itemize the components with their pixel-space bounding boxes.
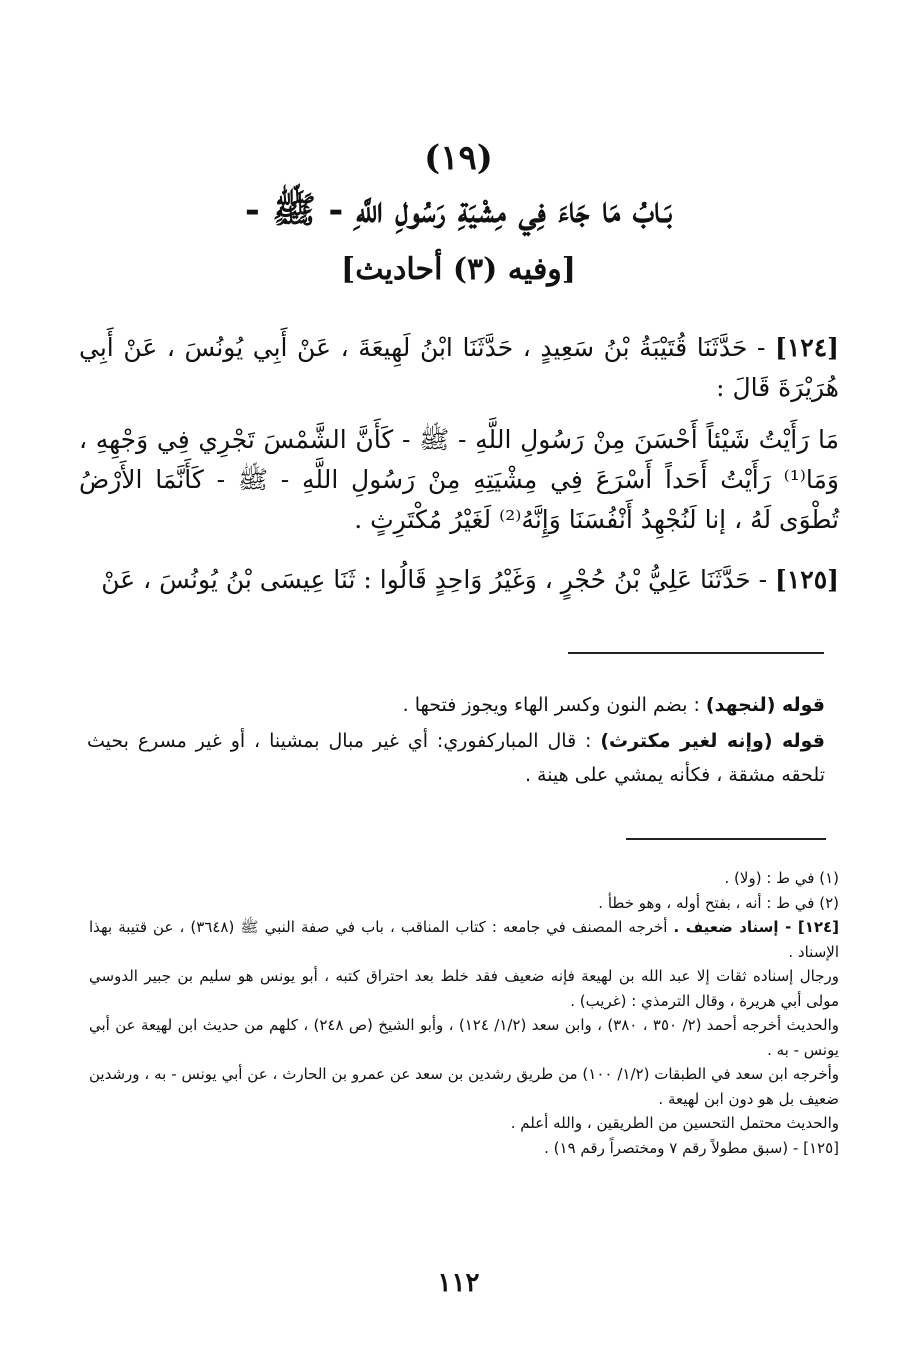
rijal-note: ورجال إسناده ثقات إلا عبد الله بن لهيعة فإنه ضعيف فقد خلط بعد احتراق كتبه ، أبو يونس هو سليم بن جبير الدوسي مولى أبي هريرة ، وقال الترمذي : (غريب) . xyxy=(89,967,839,1010)
hadith-number: [١٢٥] xyxy=(775,565,839,594)
footnote-divider xyxy=(626,838,826,840)
page-number: ١١٢ xyxy=(437,1268,480,1298)
takhrij-124-label: [١٢٤] - إسناد ضعيف . xyxy=(673,918,840,936)
commentary-term: قوله (لنجهد) xyxy=(705,694,825,716)
tahsin-note: والحديث محتمل التحسين من الطريقين ، والله أعلم . xyxy=(510,1114,839,1132)
hadith-125-isnad xyxy=(79,560,839,600)
hadith-124-isnad xyxy=(79,328,839,408)
takhrij-124-text: أخرجه المصنف في جامعه : كتاب المناقب ، باب في صفة النبي ﷺ (٣٦٤٨) ، عن قتيبة بهذا الإسناد . xyxy=(89,918,839,961)
commentary-item xyxy=(87,688,825,722)
footnote-1: (١) في ط : (ولا) . xyxy=(724,869,839,887)
footnote-2: (٢) في ط : أنه ، بفتح أوله ، وهو خطأ . xyxy=(598,893,839,912)
footnotes xyxy=(89,866,839,1160)
takhrij-124 xyxy=(89,915,839,964)
commentary-text: : بضم النون وكسر الهاء ويجوز فتحها . xyxy=(402,694,706,716)
chapter-number: (١٩) xyxy=(424,138,493,178)
commentary-term: قوله (وإنه لغير مكترث) xyxy=(600,730,825,752)
hadith-number: [١٢٤] xyxy=(775,333,839,362)
hadith-124-matn: مَا رَأَيْتُ شَيْئاً أَحْسَنَ مِنْ رَسُولِ اللَّهِ - ﷺ - كَأَنَّ الشَّمْسَ تَجْرِي فِي وَجْهِهِ ، وَمَا⁽¹⁾ رَأَيْتُ أَحَداً أَسْرَعَ فِي مِشْيَتِهِ مِنْ رَسُولِ اللَّهِ - ﷺ - كَأَنَّمَا الأَرْضُ تُطْوَى لَهُ ، إنا لَنُجْهِدُ أَنْفُسَنَا وَإِنَّهُ⁽²⁾ لَغَيْرُ مُكْتَرِثٍ . xyxy=(79,425,839,534)
commentary-text: : قال المباركفوري: أي غير مبال بمشينا ، أو غير مسرع بحيث تلحقه مشقة ، فكأنه يمشي على هينة . xyxy=(87,730,825,786)
commentary-divider xyxy=(568,652,824,654)
takhrij-125: [١٢٥] - (سبق مطولاً رقم ٧ ومختصراً رقم ١٩) . xyxy=(544,1138,839,1157)
hadith-isnad-text: - حَدَّثَنَا قُتَيْبَةُ بْنُ سَعِيدٍ ، حَدَّثَنَا ابْنُ لَهِيعَةَ ، عَنْ أَبِي يُونُسَ ، عَنْ أَبِي هُرَيْرَةَ قَالَ : xyxy=(79,333,839,402)
ahmad-note: والحديث أخرجه أحمد (٢/ ٣٥٠ ، ٣٨٠) ، وابن سعد (١/٢/ ١٢٤) ، وأبو الشيخ (ص ٢٤٨) ، كلهم من حديث ابن لهيعة عن أبي يونس - به . xyxy=(89,1016,839,1059)
ibn-saad-note: وأخرجه ابن سعد في الطبقات (١/٢/ ١٠٠) من طريق رشدين بن سعد عن عمرو بن الحارث ، عن أبي يونس - به ، ورشدين ضعيف بل هو دون ابن لهيعة . xyxy=(89,1065,839,1108)
commentary-item xyxy=(87,724,825,792)
chapter-subtitle: [وفيه (٣) أحاديث] xyxy=(341,252,576,287)
chapter-title: بَـابُ مَا جَاءَ فِي مِشْيَةِ رَسُولِ اللَّهِ - ﷺ - xyxy=(244,189,673,231)
hadith-isnad-text: - حَدَّثَنَا عَلِيُّ بْنُ حُجْرٍ ، وَغَيْرُ وَاحِدٍ قَالُوا : ثَنَا عِيسَى بْنُ يُونُسَ ، عَنْ xyxy=(101,565,776,594)
